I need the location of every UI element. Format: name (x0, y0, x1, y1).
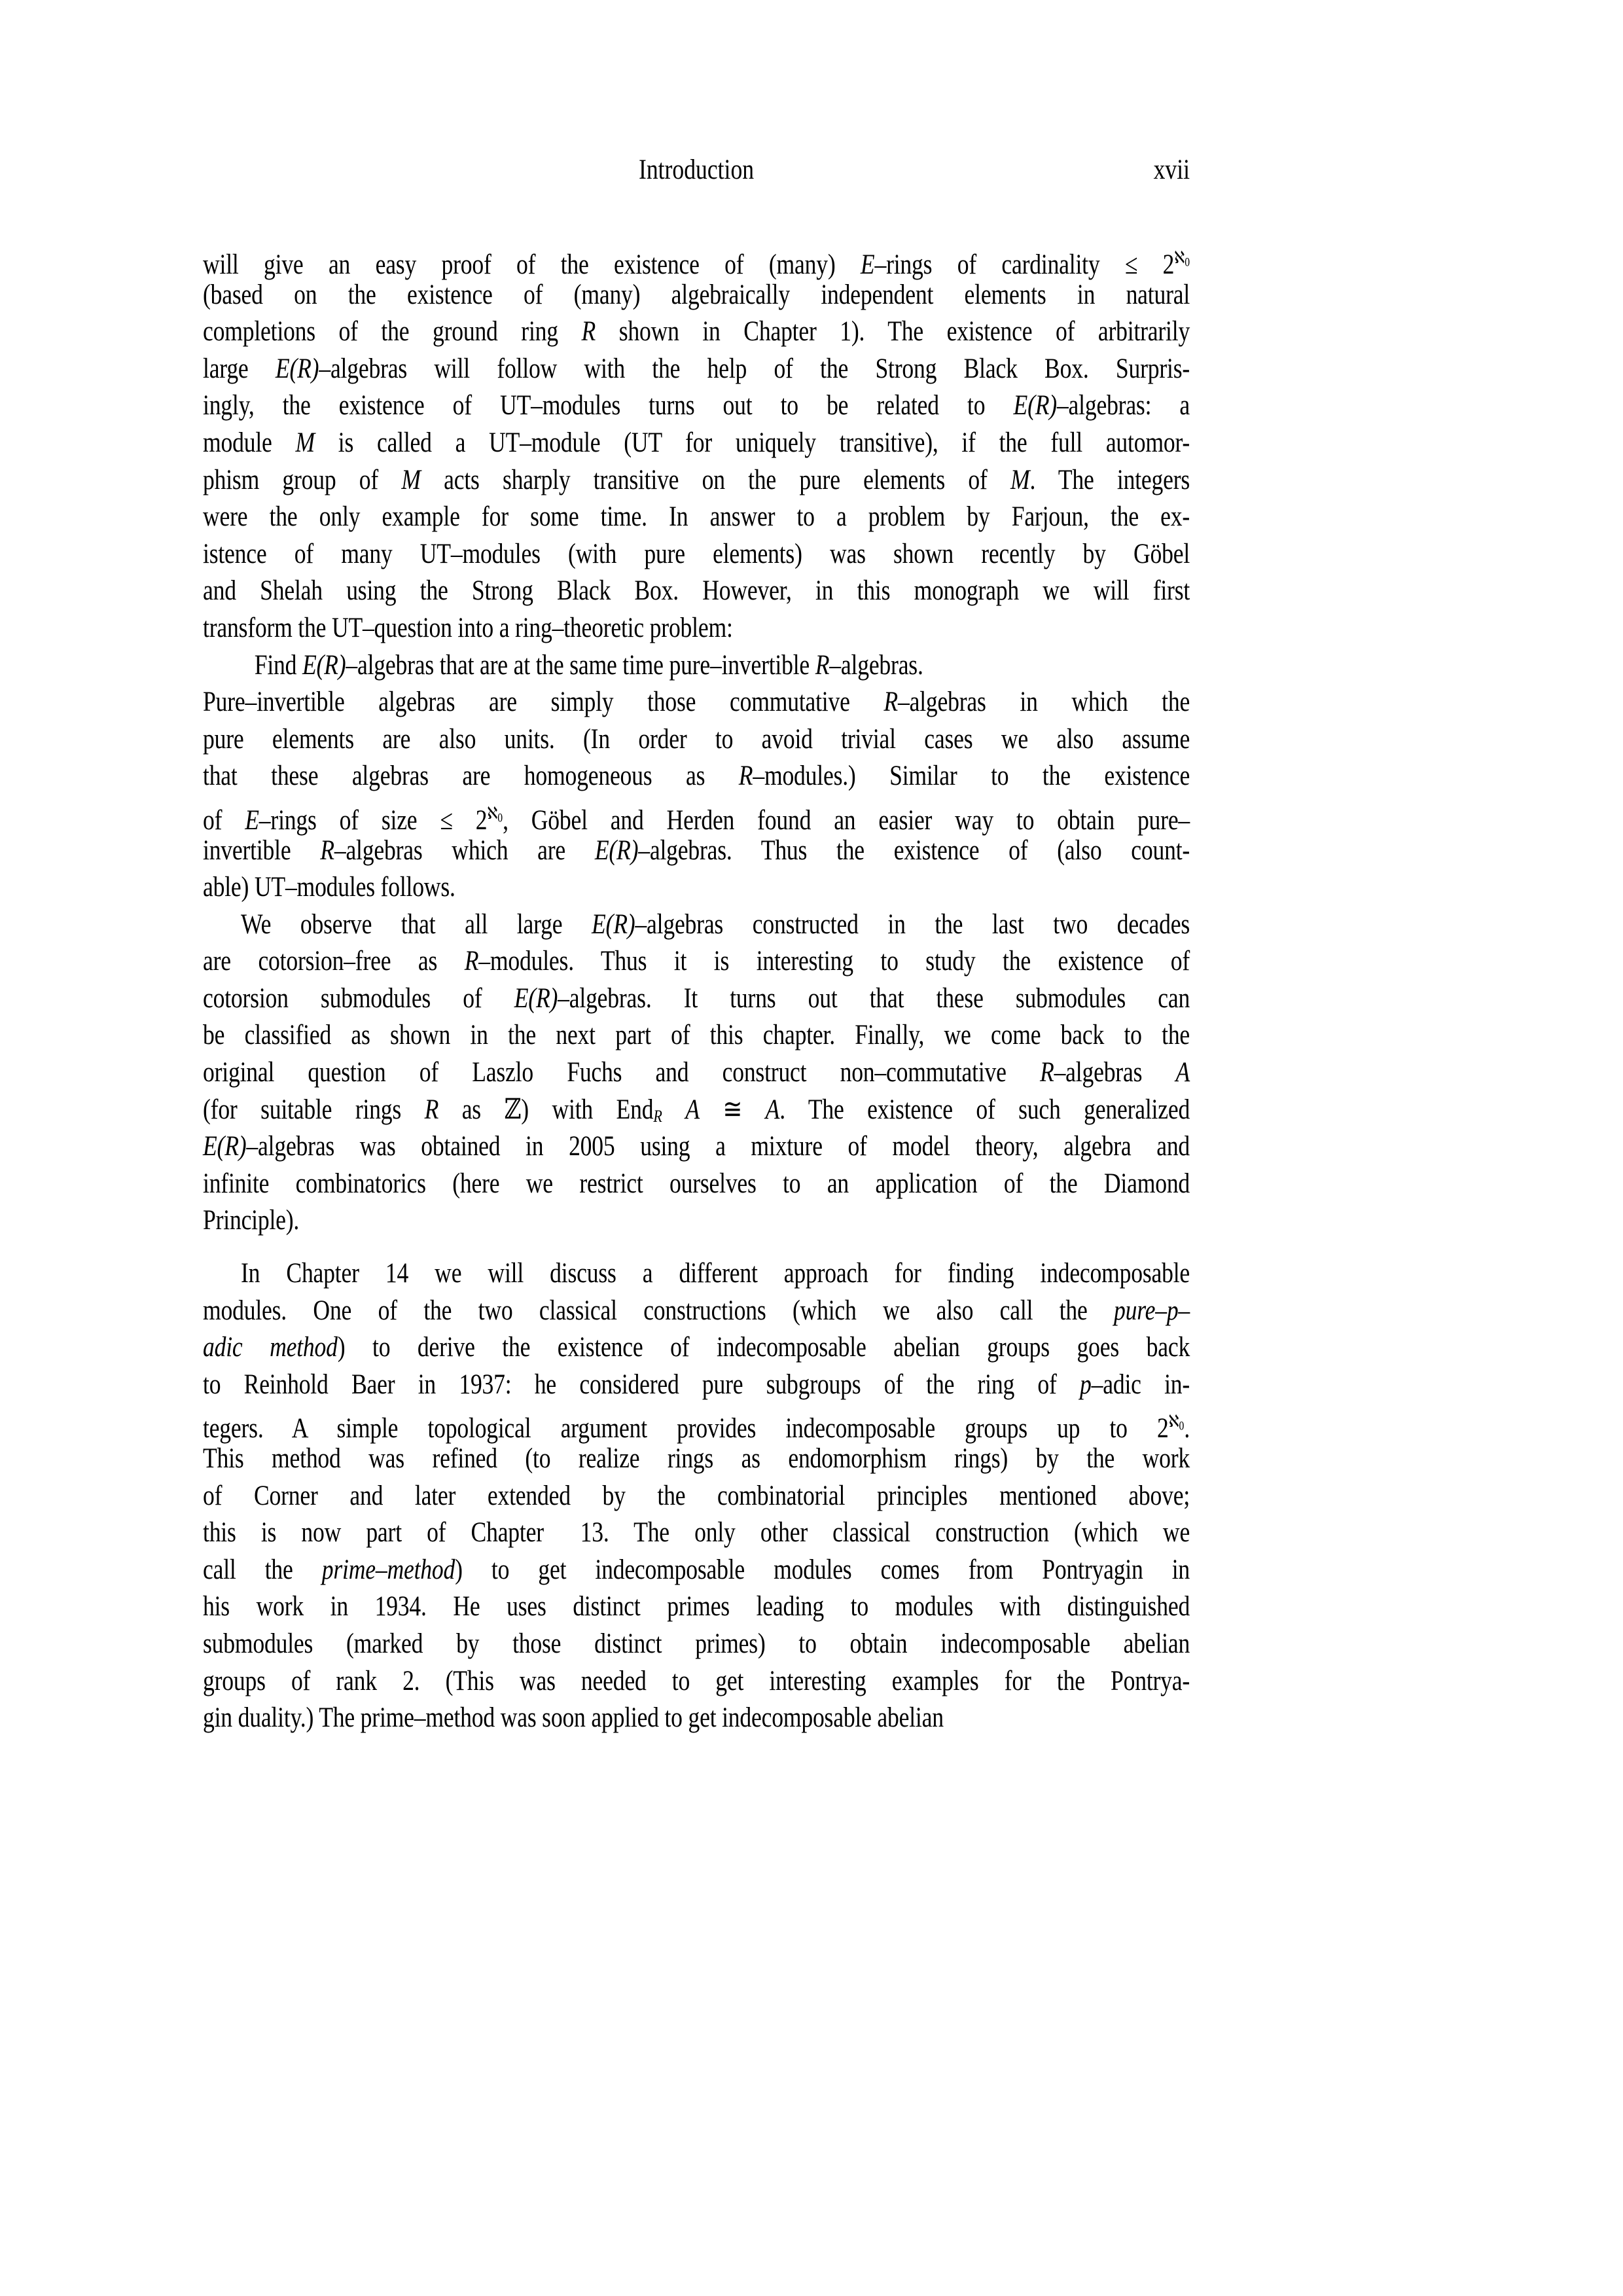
text-line: will give an easy proof of the existence of (many) E–rings of cardinality ≤ $2^{ℵ0}$ (203, 248, 1190, 280)
running-head-title: Introduction (638, 154, 755, 185)
text-line: pure elements are also units. (In order to avoid trivial cases we also assume (203, 723, 1190, 755)
text-line: his work in 1934. He uses distinct primes leading to modules with distinguished (203, 1591, 1190, 1623)
text-line: be classified as shown in the next part of this chapter. Finally, we come back to the (203, 1020, 1190, 1051)
text-line: module M is called a UT–module (UT for uniquely transitive), if the full automor- (203, 427, 1190, 458)
paragraph (203, 906, 1190, 1240)
text-line: ingly, the existence of UT–modules turns out to be related to E(R)–algebras: a (203, 390, 1190, 422)
text-line: We observe that all large E(R)–algebras constructed in the last two decades (241, 908, 1190, 940)
text-line: istence of many UT–modules (with pure elements) was shown recently by Göbel (203, 538, 1190, 569)
page-number: xvii (1153, 154, 1190, 185)
text-line: able) UT–modules follows. (203, 872, 455, 903)
paragraph (203, 684, 1190, 906)
text-line: Pure–invertible algebras are simply those commutative R–algebras in which the (203, 687, 1190, 718)
paragraph (203, 647, 1190, 685)
text-line: phism group of M acts sharply transitive on the pure elements of M. The integers (203, 464, 1190, 495)
text-line: This method was refined (to realize rings as endomorphism rings) by the work (203, 1443, 1190, 1474)
text-line: large E(R)–algebras will follow with the help of the Strong Black Box. Surpris- (203, 353, 1190, 384)
text-line: cotorsion submodules of E(R)–algebras. It turns out that these submodules can (203, 982, 1190, 1014)
text-line: original question of Laszlo Fuchs and construct non–commutative R–algebras A (203, 1057, 1190, 1088)
running-head (203, 152, 1190, 189)
text-line: are cotorsion–free as R–modules. Thus it is interesting to study the existence of (203, 946, 1190, 977)
text-line: In Chapter 14 we will discuss a different approach for finding indecomposable (241, 1258, 1190, 1289)
text-line: (based on the existence of (many) algebraically independent elements in natural (203, 279, 1190, 310)
text-line: infinite combinatorics (here we restrict ourselves to an application of the Diamond (203, 1168, 1190, 1199)
text-line: Principle). (203, 1205, 300, 1236)
text-line: of Corner and later extended by the combinatorial principles mentioned above; (203, 1480, 1190, 1511)
text-line: that these algebras are homogeneous as R–modules.) Similar to the existence (203, 761, 1190, 792)
text-line: groups of rank 2. (This was needed to get interesting examples for the Pontrya- (203, 1665, 1190, 1696)
text-line: tegers. A simple topological argument provides indecomposable groups up to $2^{ℵ0}$. (203, 1412, 1190, 1444)
text-line: completions of the ground ring R shown in Chapter 1). The existence of arbitrarily (203, 316, 1190, 348)
text-line: (for suitable rings R as ℤ) with EndR A ≅ A. The existence of such generalized (203, 1094, 1190, 1126)
text-line: gin duality.) The prime–method was soon applied to get indecomposable abelian (203, 1702, 944, 1734)
text-line: transform the UT–question into a ring–theoretic problem: (203, 612, 733, 643)
body-text (203, 240, 1190, 1737)
text-line: call the prime–method) to get indecomposable modules comes from Pontryagin in (203, 1554, 1190, 1585)
text-line: this is now part of Chapter 13. The only other classical construction (which we (203, 1517, 1190, 1549)
paragraph (203, 240, 1190, 647)
text-line: and Shelah using the Strong Black Box. However, in this monograph we will first (203, 575, 1190, 607)
text-line: adic method) to derive the existence of indecomposable abelian groups goes back (203, 1332, 1190, 1363)
paragraph (203, 1255, 1190, 1737)
text-line: submodules (marked by those distinct primes) to obtain indecomposable abelian (203, 1628, 1190, 1659)
text-line: invertible R–algebras which are E(R)–algebras. Thus the existence of (also count- (203, 834, 1190, 866)
text-line: modules. One of the two classical constructions (which we also call the pure–p– (203, 1295, 1190, 1326)
text-line: were the only example for some time. In answer to a problem by Farjoun, the ex- (203, 501, 1190, 533)
text-line: Find E(R)–algebras that are at the same time pure–invertible R–algebras. (254, 649, 923, 681)
text-line: E(R)–algebras was obtained in 2005 using a mixture of model theory, algebra and (203, 1131, 1190, 1162)
text-line: of E–rings of size ≤ $2^{ℵ0}$, Göbel and Herden found an easier way to obtain pure– (203, 803, 1190, 836)
text-line: to Reinhold Baer in 1937: he considered pure subgroups of the ring of p–adic in- (203, 1369, 1190, 1400)
